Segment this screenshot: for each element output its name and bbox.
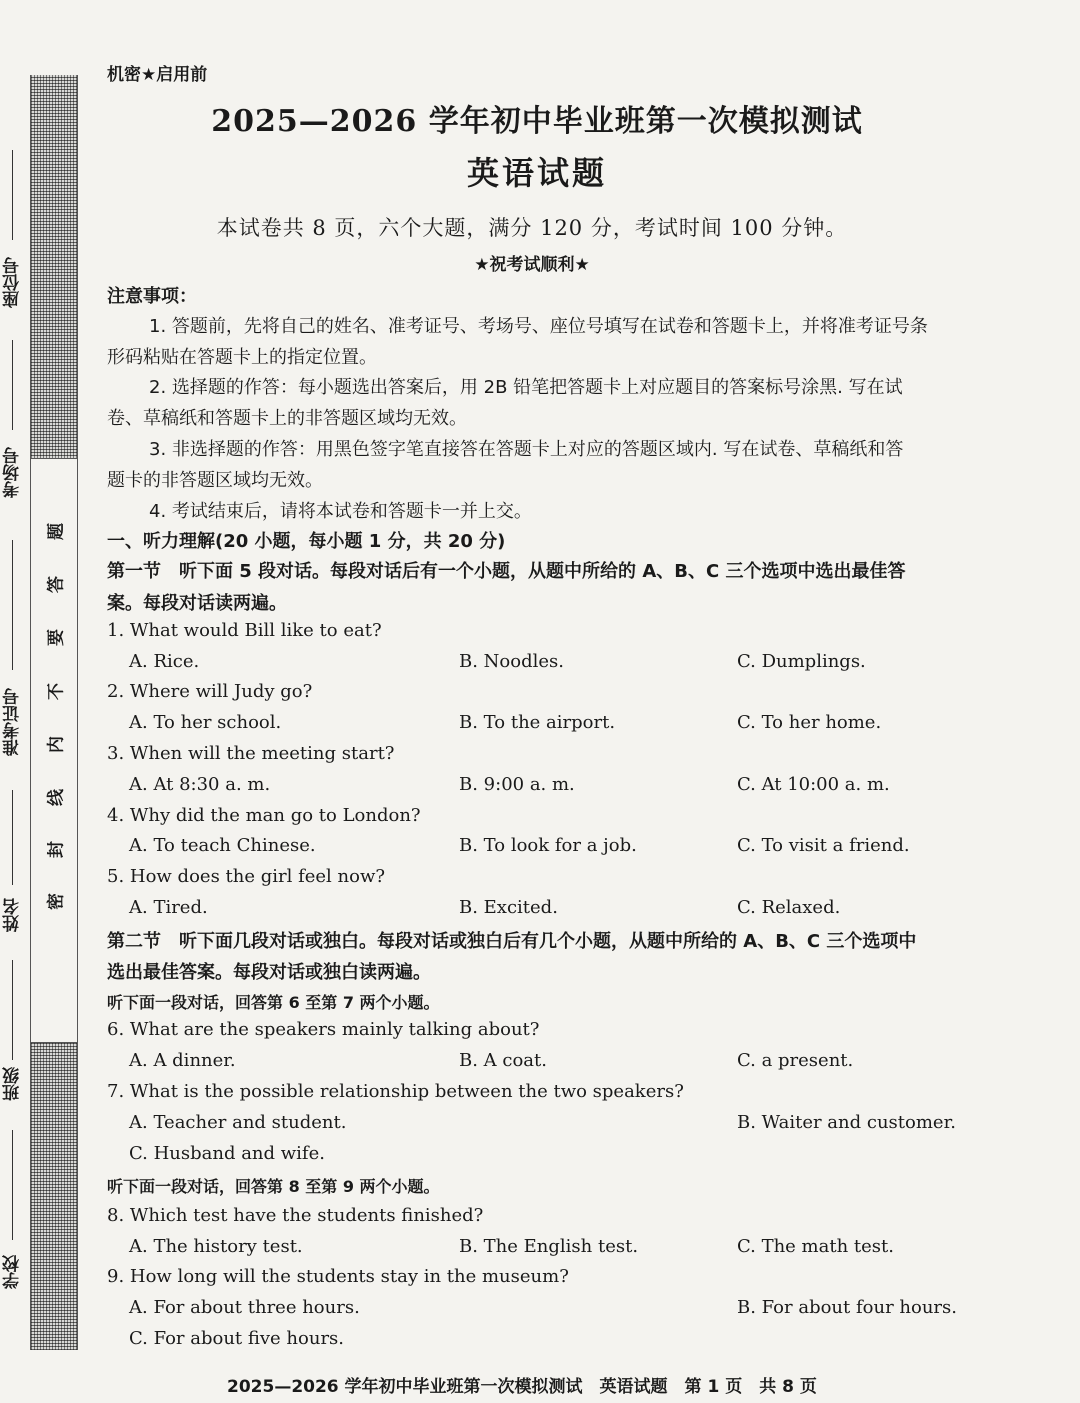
note-line: 4. 考试结束后，请将本试卷和答题卡一并上交。: [149, 501, 532, 522]
question-5: 5. How does the girl feel now?: [107, 866, 386, 887]
seat-number-label: 座位号: [3, 257, 23, 309]
q3-option-b: B. 9:00 a. m.: [459, 774, 575, 795]
exam-info: 本试卷共 8 页，六个大题，满分 120 分，考试时间 100 分钟。: [216, 216, 848, 240]
school-line: [12, 1130, 13, 1240]
notes-heading: 注意事项：: [107, 286, 197, 307]
q9-option-a: A. For about three hours.: [129, 1297, 360, 1318]
question-3: 3. When will the meeting start?: [107, 743, 395, 764]
room-number-line: [12, 340, 13, 430]
question-4: 4. Why did the man go to London?: [107, 805, 421, 826]
question-6: 6. What are the speakers mainly talking about?: [107, 1019, 540, 1040]
seal-char: 内: [46, 736, 67, 753]
dialogue-intro: 听下面一段对话，回答第 8 至第 9 两个小题。: [107, 1177, 440, 1196]
section2-instructions: 第二节 听下面几段对话或独白。每段对话或独白后有几个小题，从题中所给的 A、B、C 三个选项中: [107, 931, 917, 952]
exam-title: 2025—2026 学年初中毕业班第一次模拟测试: [211, 104, 863, 139]
part1-heading: 一、听力理解(20 小题，每小题 1 分，共 20 分): [107, 531, 506, 552]
q2-option-b: B. To the airport.: [459, 712, 616, 733]
q1-option-b: B. Noodles.: [459, 651, 564, 672]
q4-option-b: B. To look for a job.: [459, 835, 637, 856]
class-label: 班级: [3, 1067, 23, 1101]
question-1: 1. What would Bill like to eat?: [107, 620, 382, 641]
note-line: 2. 选择题的作答：每小题选出答案后，用 2B 铅笔把答题卡上对应题目的答案标号涂黑. 写在试: [149, 377, 903, 398]
note-line: 1. 答题前，先将自己的姓名、准考证号、考场号、座位号填写在试卷和答题卡上，并将准考证号条: [149, 316, 928, 337]
q2-option-a: A. To her school.: [129, 712, 282, 733]
q3-option-c: C. At 10:00 a. m.: [737, 774, 890, 795]
q9-option-c: C. For about five hours.: [129, 1328, 345, 1349]
room-number-label: 考场号: [3, 447, 23, 499]
q9-option-b: B. For about four hours.: [737, 1297, 957, 1318]
q7-option-c: C. Husband and wife.: [129, 1143, 325, 1164]
question-2: 2. Where will Judy go?: [107, 681, 313, 702]
name-label: 姓名: [3, 898, 23, 932]
exam-subtitle: 英语试题: [466, 154, 607, 192]
note-line: 题卡的非答题区域均无效。: [107, 470, 323, 491]
name-line: [12, 790, 13, 885]
note-line: 3. 非选择题的作答：用黑色签字笔直接答在答题卡上对应的答题区域内. 写在试卷、草稿纸和答: [149, 439, 904, 460]
seal-char: 封: [46, 841, 67, 858]
page-footer: 2025—2026 学年初中毕业班第一次模拟测试 英语试题 第 1 页 共 8 页: [227, 1377, 817, 1397]
q4-option-a: A. To teach Chinese.: [129, 835, 316, 856]
question-8: 8. Which test have the students finished?: [107, 1205, 484, 1226]
seal-char: 答: [46, 576, 67, 593]
q6-option-b: B. A coat.: [459, 1050, 547, 1071]
question-9: 9. How long will the students stay in the museum?: [107, 1266, 569, 1287]
q3-option-a: A. At 8:30 a. m.: [129, 774, 271, 795]
q1-option-a: A. Rice.: [129, 651, 200, 672]
q7-option-a: A. Teacher and student.: [129, 1112, 347, 1133]
dialogue-intro: 听下面一段对话，回答第 6 至第 7 两个小题。: [107, 993, 440, 1012]
q4-option-c: C. To visit a friend.: [737, 835, 910, 856]
ticket-number-label: 准考证号: [3, 688, 23, 756]
q5-option-a: A. Tired.: [129, 897, 208, 918]
note-line: 形码粘贴在答题卡上的指定位置。: [107, 347, 377, 368]
section1-instructions: 第一节 听下面 5 段对话。每段对话后有一个小题，从题中所给的 A、B、C 三个选项中选出最佳答: [107, 561, 906, 582]
good-luck-line: ★祝考试顺利★: [474, 255, 590, 275]
seal-char: 不: [46, 683, 67, 700]
q2-option-c: C. To her home.: [737, 712, 882, 733]
q5-option-c: C. Relaxed.: [737, 897, 841, 918]
confidential-mark: 机密★启用前: [107, 65, 208, 85]
seal-char: 密: [46, 893, 67, 910]
q6-option-c: C. a present.: [737, 1050, 854, 1071]
seat-number-line: [12, 150, 13, 240]
question-7: 7. What is the possible relationship between the two speakers?: [107, 1081, 684, 1102]
q8-option-a: A. The history test.: [129, 1236, 303, 1257]
q8-option-c: C. The math test.: [737, 1236, 894, 1257]
section1-instructions: 案。每段对话读两遍。: [107, 593, 287, 614]
class-line: [12, 960, 13, 1060]
seal-char: 题: [46, 523, 67, 540]
ticket-number-line: [12, 540, 13, 670]
seal-char: 线: [46, 789, 67, 806]
section2-instructions: 选出最佳答案。每段对话或独白读两遍。: [107, 962, 431, 983]
q5-option-b: B. Excited.: [459, 897, 558, 918]
seal-window: [31, 458, 77, 1043]
q1-option-c: C. Dumplings.: [737, 651, 866, 672]
q6-option-a: A. A dinner.: [129, 1050, 236, 1071]
q7-option-b: B. Waiter and customer.: [737, 1112, 956, 1133]
seal-char: 要: [46, 629, 67, 646]
note-line: 卷、草稿纸和答题卡上的非答题区域均无效。: [107, 408, 467, 429]
q8-option-b: B. The English test.: [459, 1236, 639, 1257]
school-label: 学校: [3, 1255, 23, 1289]
